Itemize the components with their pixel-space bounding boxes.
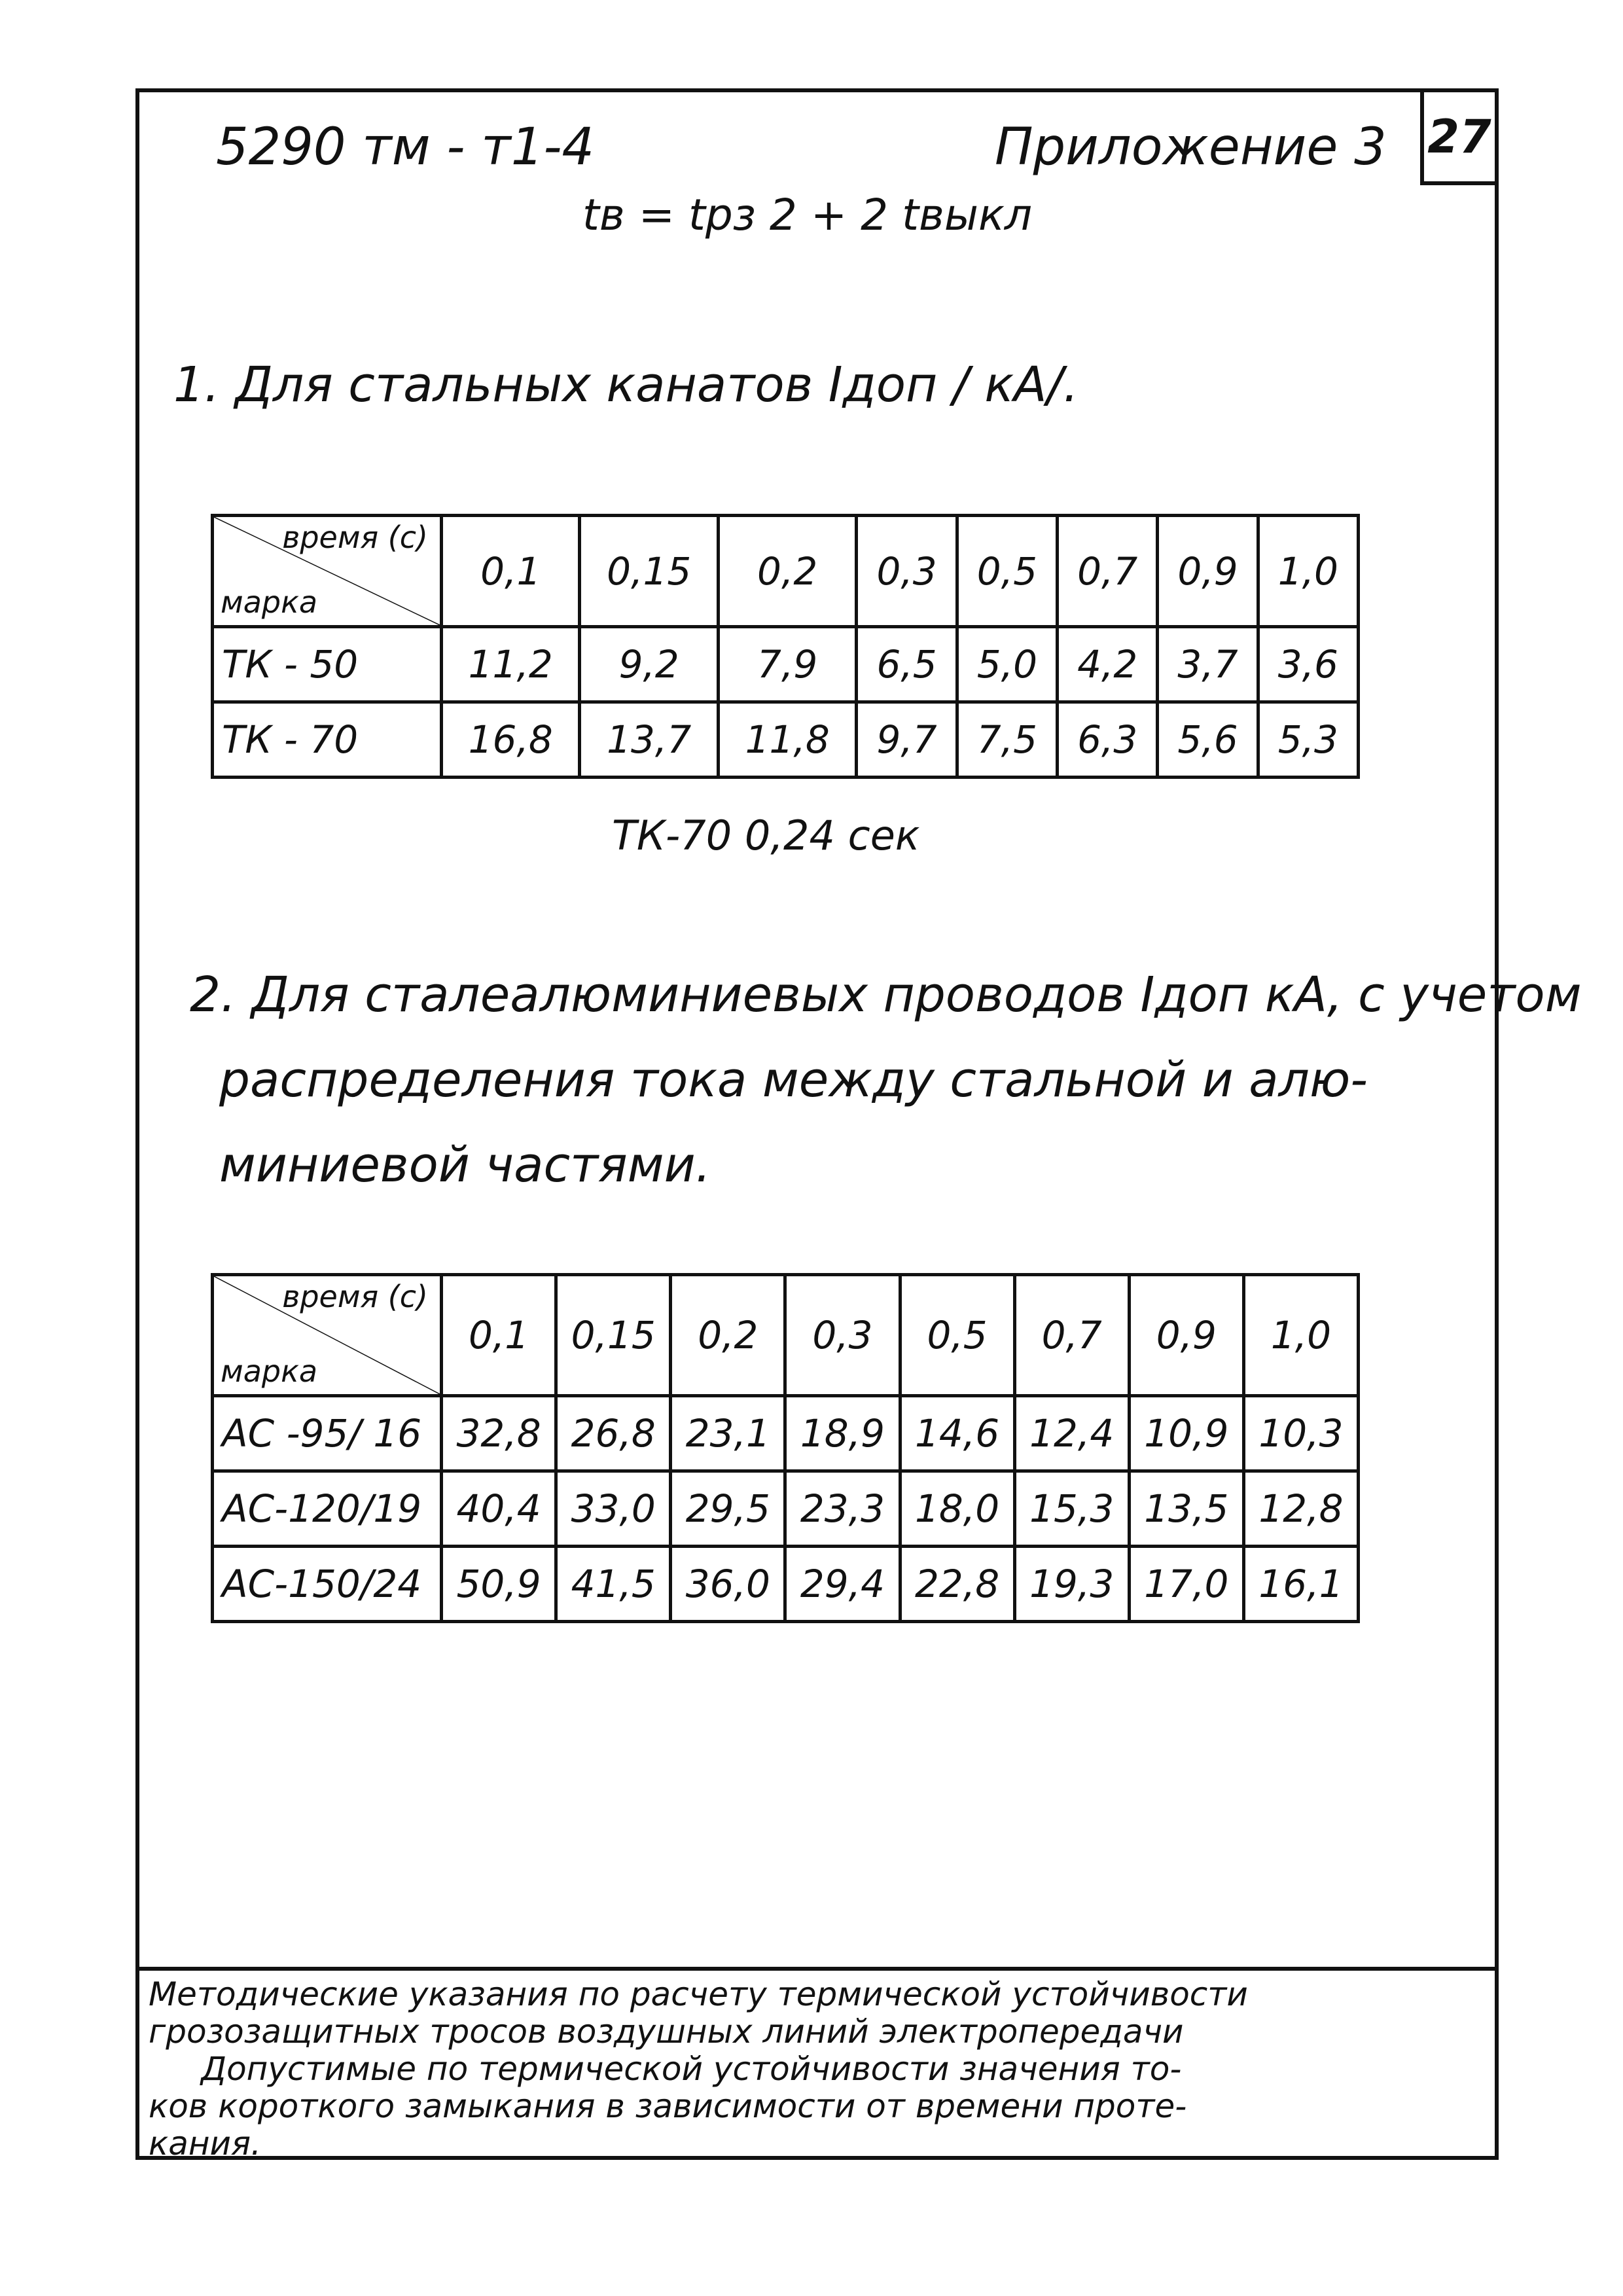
- section-2-title: [190, 952, 1582, 1208]
- value-cell: 4,2: [1058, 627, 1158, 702]
- value-cell: 13,5: [1129, 1471, 1243, 1547]
- value-cell: 3,6: [1258, 627, 1358, 702]
- value-cell: 23,3: [785, 1471, 900, 1547]
- value-cell: 16,8: [442, 702, 580, 778]
- value-cell: 9,7: [857, 702, 957, 778]
- title-block-line: Методические указания по расчету термической устойчивости: [149, 1975, 1248, 2013]
- time-header-cell: 0,2: [671, 1275, 785, 1396]
- brand-cell: АС-120/19: [213, 1471, 442, 1547]
- title-block: [135, 1967, 1499, 2160]
- title-block-line: грозозащитных тросов воздушных линий электропередачи: [149, 2013, 1184, 2051]
- time-header-cell: 0,2: [718, 516, 856, 627]
- value-cell: 26,8: [556, 1396, 671, 1471]
- corner-brand-label: марка: [221, 1354, 318, 1389]
- brand-cell: ТК - 50: [213, 627, 442, 702]
- value-cell: 32,8: [442, 1396, 556, 1471]
- time-header-cell: 0,3: [785, 1275, 900, 1396]
- value-cell: 29,4: [785, 1547, 900, 1622]
- table-row: [213, 1471, 1359, 1547]
- table-row: [213, 702, 1359, 778]
- table-header-row: [213, 1275, 1359, 1396]
- corner-time-label: время (с): [282, 520, 428, 555]
- appendix-label: Приложение 3: [995, 118, 1387, 177]
- table-header-row: [213, 516, 1359, 627]
- value-cell: 11,2: [442, 627, 580, 702]
- time-header-cell: 0,3: [857, 516, 957, 627]
- brand-cell: АС -95/ 16: [213, 1396, 442, 1471]
- section-2-title-line: миниевой частями.: [219, 1137, 711, 1193]
- table-row: [213, 1396, 1359, 1471]
- title-block-line: Допустимые по термической устойчивости значения то-: [201, 2050, 1182, 2088]
- steel-aluminium-wire-table: [211, 1273, 1360, 1623]
- value-cell: 18,9: [785, 1396, 900, 1471]
- steel-rope-table: [211, 514, 1360, 779]
- time-header-cell: 0,9: [1129, 1275, 1243, 1396]
- value-cell: 6,5: [857, 627, 957, 702]
- table-row: [213, 1547, 1359, 1622]
- value-cell: 15,3: [1014, 1471, 1129, 1547]
- value-cell: 5,6: [1158, 702, 1258, 778]
- value-cell: 23,1: [671, 1396, 785, 1471]
- page-number: 27: [1420, 88, 1499, 185]
- time-formula: tв = tрз 2 + 2 tвыкл: [582, 190, 1033, 240]
- table-row: [213, 627, 1359, 702]
- value-cell: 41,5: [556, 1547, 671, 1622]
- corner-brand-label: марка: [221, 584, 318, 620]
- value-cell: 40,4: [442, 1471, 556, 1547]
- section-2-title-line: 2. Для сталеалюминиевых проводов Iдоп кА, с учетом: [190, 967, 1582, 1023]
- value-cell: 18,0: [900, 1471, 1014, 1547]
- value-cell: 13,7: [580, 702, 718, 778]
- value-cell: 17,0: [1129, 1547, 1243, 1622]
- title-block-line: ков короткого замыкания в зависимости от времени проте-: [149, 2087, 1187, 2125]
- table-corner-cell: [213, 516, 442, 627]
- title-block-line: кания.: [149, 2125, 261, 2162]
- time-header-cell: 0,7: [1014, 1275, 1129, 1396]
- document-code: 5290 тм - т1-4: [216, 118, 595, 177]
- value-cell: 29,5: [671, 1471, 785, 1547]
- value-cell: 11,8: [718, 702, 856, 778]
- time-header-cell: 0,9: [1158, 516, 1258, 627]
- value-cell: 14,6: [900, 1396, 1014, 1471]
- brand-cell: АС-150/24: [213, 1547, 442, 1622]
- value-cell: 5,3: [1258, 702, 1358, 778]
- value-cell: 7,5: [957, 702, 1057, 778]
- value-cell: 33,0: [556, 1471, 671, 1547]
- value-cell: 10,9: [1129, 1396, 1243, 1471]
- time-header-cell: 0,15: [580, 516, 718, 627]
- table-corner-cell: [213, 1275, 442, 1396]
- value-cell: 3,7: [1158, 627, 1258, 702]
- section-1-title: 1. Для стальных канатов Iдоп / кА/.: [173, 357, 1079, 413]
- section-2-title-line: распределения тока между стальной и алю-: [219, 1052, 1368, 1108]
- time-header-cell: 0,7: [1058, 516, 1158, 627]
- brand-cell: ТК - 70: [213, 702, 442, 778]
- time-header-cell: 0,5: [900, 1275, 1014, 1396]
- value-cell: 50,9: [442, 1547, 556, 1622]
- value-cell: 19,3: [1014, 1547, 1129, 1622]
- value-cell: 7,9: [718, 627, 856, 702]
- value-cell: 9,2: [580, 627, 718, 702]
- value-cell: 10,3: [1243, 1396, 1358, 1471]
- time-header-cell: 0,5: [957, 516, 1057, 627]
- value-cell: 5,0: [957, 627, 1057, 702]
- value-cell: 16,1: [1243, 1547, 1358, 1622]
- time-header-cell: 0,1: [442, 516, 580, 627]
- value-cell: 12,8: [1243, 1471, 1358, 1547]
- time-header-cell: 1,0: [1243, 1275, 1358, 1396]
- value-cell: 22,8: [900, 1547, 1014, 1622]
- time-header-cell: 1,0: [1258, 516, 1358, 627]
- time-header-cell: 0,1: [442, 1275, 556, 1396]
- value-cell: 36,0: [671, 1547, 785, 1622]
- time-header-cell: 0,15: [556, 1275, 671, 1396]
- corner-time-label: время (с): [282, 1279, 428, 1314]
- value-cell: 12,4: [1014, 1396, 1129, 1471]
- handwritten-note: ТК-70 0,24 сек: [612, 812, 920, 859]
- value-cell: 6,3: [1058, 702, 1158, 778]
